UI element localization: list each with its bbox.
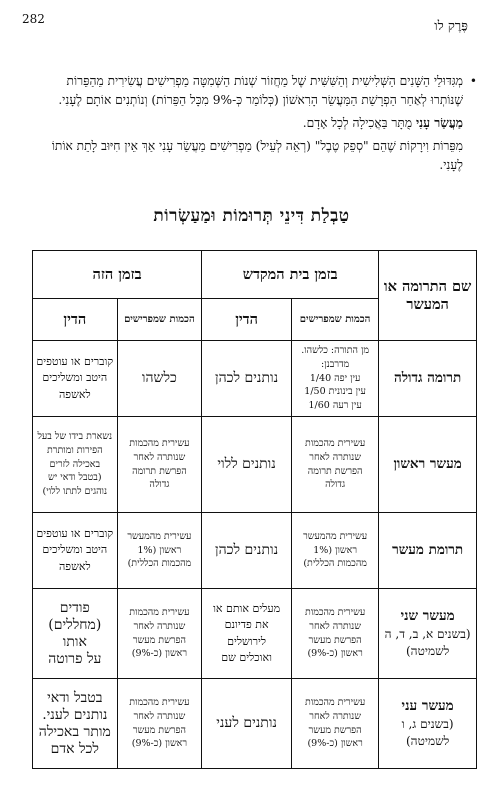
- cell-name-subtitle: לשמיטה): [406, 643, 450, 658]
- intro-paragraph-1-text: מְגִּדּוּלֵי הַשָּׁנִים הַשְּׁלִישִׁית וְהַשִּׁשִּׁית שֶׁל מַחֲזוֹר שְׁנוֹת הַשְּׁמִטָּה מַפְרִישִׁים עֲשִׂירִית מֵהַפֵּרוֹת שֶׁנּוֹתְרוּ לְאַחַר הַפְרָשַׁת הַמַּעֲשֵׂר הָרִאשׁוֹן (כְּלוֹמַר כְּ-9% מִכָּל הַפֵּרוֹת) וְנוֹתְנִים אוֹתָם לֶעָנִי.: [58, 74, 463, 107]
- cell-line: קוברים או עוטפים: [36, 526, 114, 540]
- header-present-time: בזמן הזה: [33, 251, 202, 299]
- cell-name-title: תרומת מעשר: [392, 542, 464, 559]
- cell-line: הפרשת תרומה: [132, 465, 187, 477]
- cell-present-amount: [117, 589, 202, 679]
- cell-line: (בטבל ודאי יש: [48, 472, 102, 484]
- cell-line: לאשפה: [58, 387, 91, 401]
- cell-line: נוהגים לתתו ללוי): [42, 486, 108, 498]
- cell-line: שנותרה לאחר: [309, 620, 361, 632]
- cell-name-title: מעשר שני: [400, 608, 455, 625]
- cell-name-title: מעשר עני: [401, 698, 454, 715]
- cell-line: ראשון (1%: [137, 544, 182, 556]
- cell-temple-amount: [292, 513, 379, 589]
- cell-line: עין בינונית 1/50: [304, 386, 366, 398]
- page-number: 282: [22, 12, 45, 26]
- cell-line: לאשפה: [58, 559, 91, 573]
- cell-line: עשירית מהכמות: [305, 437, 366, 449]
- cell-line: גדולה: [325, 479, 346, 491]
- cell-line: עין יפה 1/40: [309, 372, 361, 384]
- cell-line: באכילה לזרים: [49, 458, 101, 470]
- cell-line: עשירית מהכמות: [129, 437, 190, 449]
- table-row: [33, 589, 477, 679]
- cell-temple-law: נותנים ללוי: [202, 417, 292, 513]
- cell-line: היטב ומשליכים: [42, 543, 108, 557]
- cell-line: נשארת בידו של בעל: [37, 431, 113, 443]
- cell-name: [379, 679, 477, 769]
- cell-name-title: תרומה גדולה: [393, 370, 462, 387]
- tithes-table: [32, 250, 477, 769]
- table-body: [33, 341, 477, 769]
- cell-name-subtitle: לשמיטה): [406, 733, 450, 748]
- cell-line: הפרשת תרומה: [307, 465, 363, 477]
- cell-line: שנותרה לאחר: [309, 451, 361, 463]
- table-row: [33, 513, 477, 589]
- table-title: טַבְלַת דִּינֵי תְּרוּמוֹת וּמַעַשְׂרוֹת: [153, 206, 350, 226]
- cell-line: פודים: [59, 599, 90, 616]
- intro-paragraph-2: [40, 114, 463, 133]
- intro-paragraph-2-bold: מַעֲשַׂר עָנִי: [415, 115, 463, 130]
- cell-line: עשירית מהכמות: [305, 696, 366, 708]
- cell-line: מהכמות הכללית): [303, 558, 367, 570]
- cell-line: על פרוטה: [48, 650, 102, 667]
- cell-line: שנותרה לאחר: [133, 620, 186, 632]
- intro-text: [40, 72, 477, 179]
- cell-present-law: [33, 341, 118, 417]
- cell-present-amount: כלשהו: [117, 341, 202, 417]
- cell-name-subtitle: (בשנים ג, ו: [401, 717, 454, 732]
- cell-present-law: [33, 589, 118, 679]
- cell-line: ראשון (כ-9%): [307, 648, 363, 660]
- cell-line: את פדיונם: [224, 618, 269, 631]
- cell-temple-law: נותנים לכהן: [202, 513, 292, 589]
- table-row: [33, 417, 477, 513]
- intro-paragraph-3: מִפֵּרוֹת וִירָקוֹת שֶׁהֵם "סְפֵק טֶבֶל" (רְאֵה לְעֵיל) מַפְרִישִׁים מַעֲשַׂר עָנִי אַךְ אֵין חִיּוּב לָתֵת אוֹתוֹ לֶעָנִי.: [51, 138, 463, 172]
- cell-name: [379, 417, 477, 513]
- cell-line: מעלים אותם או: [213, 601, 281, 615]
- cell-line: מדרבנן:: [321, 358, 350, 370]
- cell-temple-amount: [292, 417, 379, 513]
- cell-present-amount: [117, 679, 202, 769]
- cell-line: עין רעה 1/60: [308, 400, 362, 412]
- table-row: [33, 341, 477, 417]
- cell-line: ואוכלים שם: [221, 651, 272, 664]
- cell-line: הפרשת מעשר: [132, 634, 186, 646]
- cell-present-law: [33, 417, 118, 513]
- cell-line: מן התורה: כלשהו.: [301, 345, 370, 357]
- header-temple-period: בזמן בית המקדש: [202, 251, 379, 299]
- intro-paragraph-1: [40, 72, 477, 110]
- cell-line: הפרשת מעשר: [308, 634, 362, 646]
- cell-line: ראשון (כ-9%): [131, 648, 188, 660]
- cell-present-amount: [117, 417, 202, 513]
- cell-line: קוברים או עוטפים: [36, 354, 114, 368]
- cell-line: בטבל ודאי: [47, 689, 103, 706]
- cell-line: עשירית מהמעשר: [127, 530, 192, 542]
- bullet-icon: •: [469, 74, 477, 88]
- cell-line: שנותרה לאחר: [133, 451, 186, 463]
- cell-line: ראשון (כ-9%): [131, 738, 188, 750]
- cell-name: [379, 341, 477, 417]
- cell-temple-amount: [292, 589, 379, 679]
- cell-line: עשירית מהמעשר: [303, 530, 368, 542]
- cell-name: [379, 513, 477, 589]
- header-present-amount: הכמות שמפרישים: [117, 299, 202, 341]
- cell-line: עשירית מהכמות: [305, 606, 366, 618]
- cell-line: מהכמות הכללית): [127, 558, 192, 570]
- cell-present-amount: [117, 513, 202, 589]
- cell-present-law: [33, 513, 118, 589]
- cell-line: הפרשת מעשר: [132, 724, 186, 736]
- cell-temple-law: [202, 589, 292, 679]
- cell-name: [379, 589, 477, 679]
- cell-line: לירושלים: [227, 634, 267, 648]
- cell-line: הפירות ומותרת: [47, 444, 103, 456]
- cell-temple-law: נותנים לעני: [202, 679, 292, 769]
- header-temple-law: הדין: [202, 299, 292, 341]
- cell-line: (מחללים) אותו: [48, 616, 102, 650]
- header-name: שם התרומה או המעשר: [379, 251, 477, 341]
- cell-line: שנותרה לאחר: [309, 710, 361, 722]
- cell-line: ראשון (1%: [313, 544, 357, 556]
- chapter-heading: פֶּרֶק לו: [434, 19, 468, 34]
- cell-line: גדולה: [149, 479, 170, 491]
- cell-temple-law: נותנים לכהן: [202, 341, 292, 417]
- header-temple-amount: הכמות שמפרישים: [292, 299, 379, 341]
- cell-line: היטב ומשליכים: [42, 371, 108, 385]
- cell-line: עשירית מהכמות: [129, 696, 190, 708]
- cell-line: לכל אדם: [50, 740, 99, 757]
- cell-line: ראשון (כ-9%): [307, 738, 363, 750]
- cell-line: נותנים לעני.: [42, 706, 108, 723]
- cell-line: מותר באכילה: [38, 723, 111, 740]
- cell-temple-amount: [292, 679, 379, 769]
- intro-paragraph-2-text: מֻתָּר בַּאֲכִילָה לְכָל אָדָם.: [302, 115, 416, 130]
- table-row: [33, 679, 477, 769]
- cell-temple-amount: [292, 341, 379, 417]
- cell-line: שנותרה לאחר: [133, 710, 186, 722]
- cell-line: הפרשת מעשר: [308, 724, 362, 736]
- cell-line: עשירית מהכמות: [129, 606, 190, 618]
- header-present-law: הדין: [33, 299, 118, 341]
- cell-present-law: [33, 679, 118, 769]
- cell-name-subtitle: (בשנים א, ב, ד, ה: [384, 627, 471, 642]
- cell-name-title: מעשר ראשון: [393, 456, 462, 473]
